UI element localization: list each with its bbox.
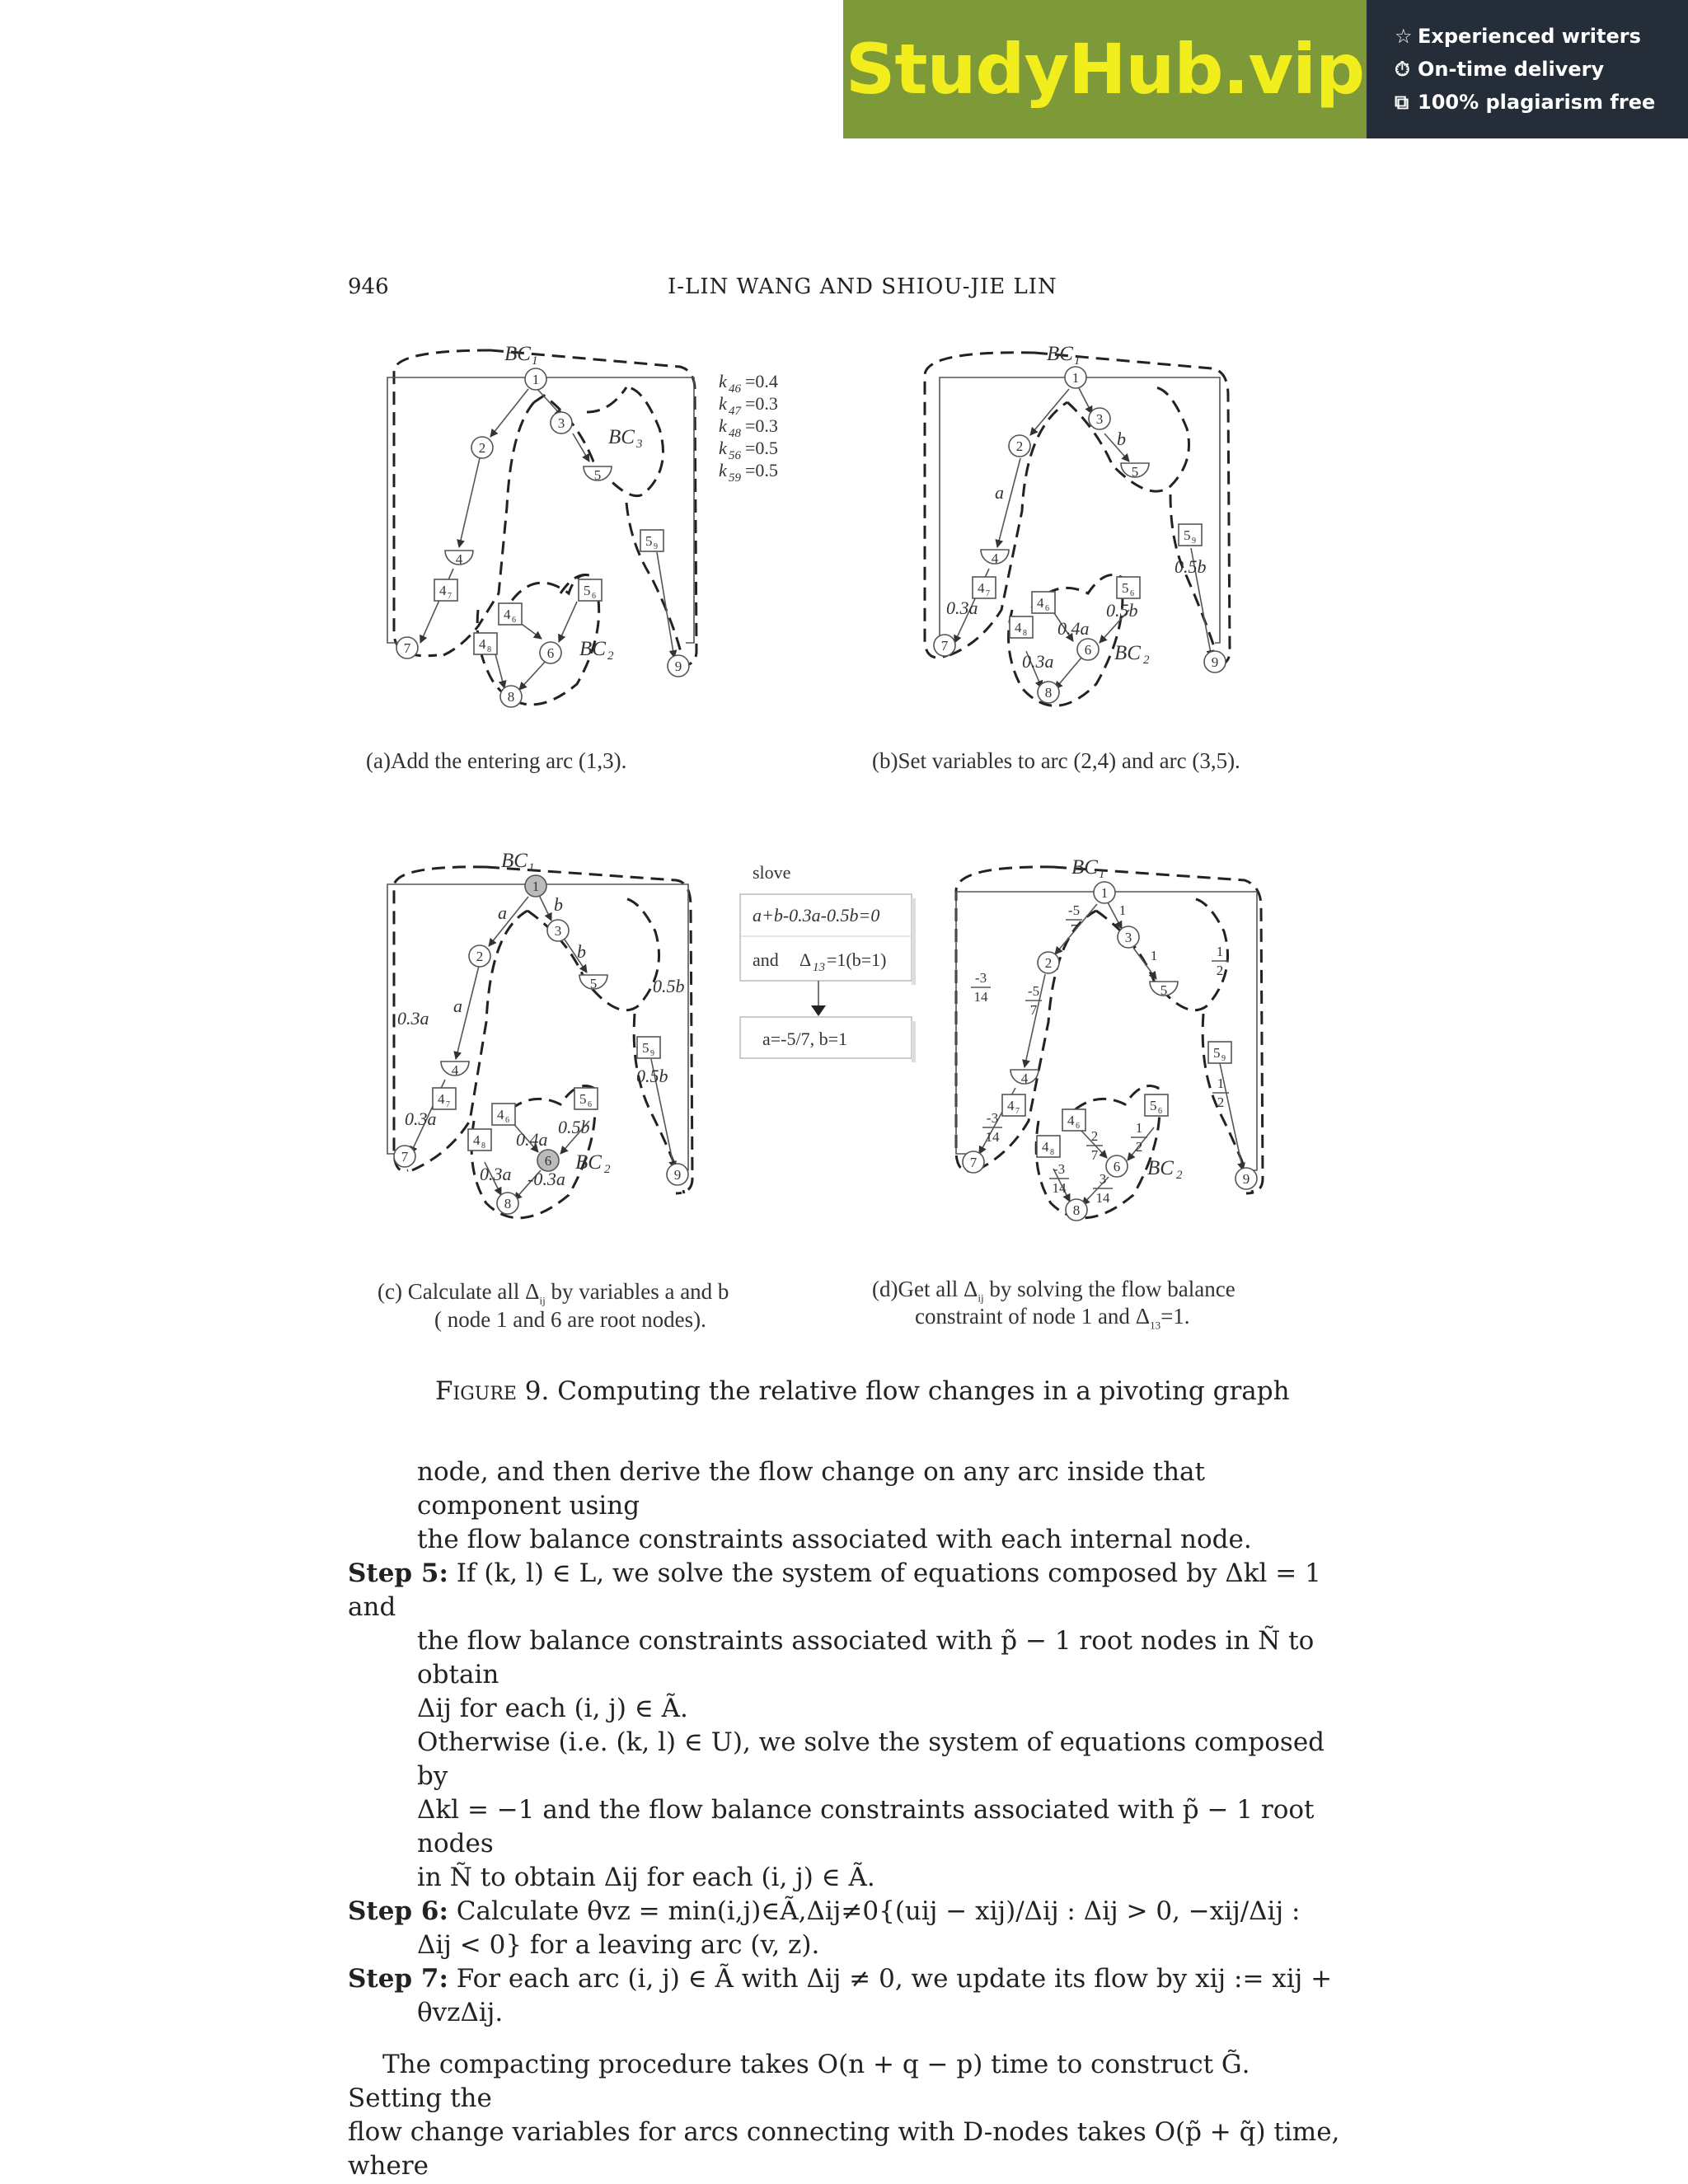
svg-text:9: 9 <box>1192 537 1196 546</box>
svg-text:0.5b: 0.5b <box>558 1117 590 1137</box>
svg-text:=0.3: =0.3 <box>745 415 778 436</box>
svg-text:4: 4 <box>1037 595 1044 611</box>
star-icon: ☆ <box>1395 25 1413 48</box>
svg-text:Δ: Δ <box>799 949 812 970</box>
svg-text:14: 14 <box>1095 1190 1110 1206</box>
node-7: 7 <box>403 640 411 656</box>
svg-text:5: 5 <box>584 583 591 598</box>
svg-text:9: 9 <box>1221 1054 1226 1063</box>
svg-text:8: 8 <box>481 1141 485 1151</box>
svg-text:48: 48 <box>729 427 741 440</box>
step-7: Step 7: For each arc (i, j) ∈ Ã with Δij ≠ 0, we update its flow by xij := xij + <box>348 1964 1333 1994</box>
panel-a <box>387 343 778 707</box>
bc1-label: BC <box>501 850 528 872</box>
svg-text:b: b <box>577 941 586 962</box>
svg-text:a: a <box>995 482 1004 503</box>
svg-text:8: 8 <box>1050 1148 1054 1157</box>
node-4: 4 <box>451 1062 459 1078</box>
svg-text:7: 7 <box>1070 921 1078 937</box>
node-8: 8 <box>504 1196 512 1212</box>
bc1-label: BC <box>1047 343 1073 365</box>
svg-text:=0.5: =0.5 <box>745 460 778 480</box>
svg-text:2: 2 <box>1143 654 1150 667</box>
svg-text:9: 9 <box>650 1049 654 1058</box>
bc1-label: BC <box>504 343 531 365</box>
studyhub-logo[interactable]: StudyHub.vip <box>845 29 1365 110</box>
svg-text:2: 2 <box>1090 1128 1099 1144</box>
caption-d-line1: (d)Get all $\Delta_{ij}$ by solving the flow balance <box>872 1277 1236 1305</box>
caption-c-line1: (c) Calculate all $\Delta_{ij}$ by variables a and b <box>377 1279 729 1307</box>
node-3: 3 <box>557 415 565 431</box>
node-1: 1 <box>1071 370 1080 386</box>
svg-text:6: 6 <box>588 1100 592 1109</box>
node-8: 8 <box>507 689 515 705</box>
node-2: 2 <box>1015 438 1024 454</box>
svg-text:3: 3 <box>1099 1171 1107 1187</box>
svg-text:59: 59 <box>729 471 741 485</box>
svg-text:4: 4 <box>1042 1139 1049 1155</box>
svg-text:47: 47 <box>729 405 741 418</box>
svg-text:6: 6 <box>1076 1122 1080 1131</box>
panel-d <box>956 856 1263 1221</box>
caption-b: (b)Set variables to arc (2,4) and arc (3,5). <box>872 748 1240 773</box>
k-values <box>719 371 778 485</box>
svg-text:0.4a: 0.4a <box>1057 618 1090 639</box>
svg-text:5: 5 <box>1184 527 1191 543</box>
svg-text:1: 1 <box>1150 948 1158 963</box>
svg-text:8: 8 <box>487 645 491 654</box>
solve-result: a=-5/7, b=1 <box>762 1029 848 1049</box>
node-1: 1 <box>532 372 540 387</box>
clock-icon: ⏱ <box>1395 58 1410 81</box>
svg-text:-3: -3 <box>986 1110 999 1126</box>
svg-text:0.5b: 0.5b <box>636 1066 668 1086</box>
text-line: node, and then derive the flow change on any arc inside that component using <box>417 1457 1205 1521</box>
svg-text:5: 5 <box>642 1040 649 1056</box>
svg-text:5: 5 <box>1150 1098 1157 1113</box>
svg-text:4: 4 <box>1067 1113 1075 1128</box>
solve-box <box>740 862 916 1062</box>
node-6: 6 <box>546 645 555 661</box>
svg-text:3: 3 <box>636 438 643 451</box>
running-head: I-LIN WANG AND SHIOU-JIE LIN <box>668 274 1057 299</box>
svg-text:7: 7 <box>986 589 990 598</box>
svg-text:7: 7 <box>1029 1002 1038 1018</box>
svg-text:14: 14 <box>985 1129 1000 1145</box>
svg-text:0.3a: 0.3a <box>480 1164 512 1184</box>
node-5: 5 <box>593 467 602 483</box>
svg-text:4: 4 <box>1007 1098 1015 1113</box>
node-5: 5 <box>1160 982 1168 998</box>
svg-text:0.4a: 0.4a <box>516 1129 548 1150</box>
node-5: 5 <box>589 976 598 991</box>
text-line: the flow balance constraints associated with each internal node. <box>417 1525 1252 1554</box>
svg-text:1: 1 <box>528 861 535 874</box>
svg-text:7: 7 <box>446 1100 450 1109</box>
node-7: 7 <box>401 1149 409 1165</box>
svg-text:5: 5 <box>1122 580 1129 596</box>
svg-text:0.3a: 0.3a <box>405 1108 437 1129</box>
svg-text:7: 7 <box>448 592 452 601</box>
feature-ontime: ⏱ On-time delivery <box>1395 58 1605 81</box>
node-7: 7 <box>940 638 949 654</box>
svg-text:4: 4 <box>439 583 447 598</box>
equation-2: =1(b=1) <box>827 949 887 970</box>
node-4: 4 <box>1020 1071 1029 1086</box>
svg-text:14: 14 <box>1052 1180 1067 1196</box>
node-4: 4 <box>455 551 463 567</box>
svg-text:1: 1 <box>1099 868 1105 881</box>
svg-text:9: 9 <box>654 542 658 551</box>
svg-text:4: 4 <box>473 1132 481 1148</box>
node-7: 7 <box>969 1155 978 1170</box>
svg-text:and: and <box>753 949 779 970</box>
svg-text:14: 14 <box>973 989 988 1005</box>
svg-text:6: 6 <box>1158 1107 1162 1116</box>
svg-text:6: 6 <box>1130 589 1134 598</box>
text-line: Δij < 0} for a leaving arc (v, z). <box>417 1930 820 1960</box>
node-8: 8 <box>1072 1202 1081 1218</box>
node-8: 8 <box>1044 685 1053 701</box>
svg-text:5: 5 <box>645 533 653 549</box>
paragraph-line: The compacting procedure takes O(n + q − p) time to construct G̃. Setting the <box>348 2050 1250 2113</box>
svg-text:1: 1 <box>1217 1076 1225 1091</box>
bc2-label: BC <box>1147 1157 1174 1179</box>
svg-text:0.3a: 0.3a <box>1022 651 1054 672</box>
svg-text:5: 5 <box>1213 1045 1221 1061</box>
svg-text:56: 56 <box>729 449 741 462</box>
bc1-label: BC <box>1071 856 1098 879</box>
svg-text:4: 4 <box>497 1107 504 1122</box>
svg-text:7: 7 <box>1015 1107 1020 1116</box>
text-line: Otherwise (i.e. (k, l) ∈ U), we solve the system of equations composed by <box>417 1727 1325 1791</box>
node-4: 4 <box>991 551 999 566</box>
text-line: in Ñ to obtain Δij for each (i, j) ∈ Ã. <box>417 1863 875 1892</box>
svg-text:2: 2 <box>604 1163 611 1176</box>
svg-text:k: k <box>719 438 727 458</box>
svg-text:4: 4 <box>1015 620 1022 635</box>
caption-d-line2: constraint of node 1 and $\Delta_{13}=1$. <box>915 1304 1190 1332</box>
svg-text:=0.4: =0.4 <box>745 371 778 391</box>
svg-text:4: 4 <box>978 580 985 596</box>
svg-text:-3: -3 <box>1053 1161 1066 1177</box>
node-5: 5 <box>1131 464 1139 480</box>
node-2: 2 <box>1044 955 1053 971</box>
svg-text:-3: -3 <box>974 970 987 986</box>
svg-text:-5: -5 <box>1067 902 1081 918</box>
panel-b <box>925 343 1230 705</box>
node-6: 6 <box>544 1153 552 1169</box>
svg-text:7: 7 <box>1090 1147 1099 1163</box>
svg-text:4: 4 <box>438 1091 445 1107</box>
svg-text:0.3a: 0.3a <box>946 598 978 618</box>
svg-text:0.5b: 0.5b <box>1106 600 1138 621</box>
node-3: 3 <box>554 923 562 939</box>
text-line: Δkl = −1 and the flow balance constraints associated with p̃ − 1 root nodes <box>417 1795 1315 1858</box>
node-6: 6 <box>1113 1159 1121 1174</box>
node-9: 9 <box>1211 654 1219 670</box>
svg-text:b: b <box>1117 429 1126 449</box>
figure-caption: Figure 9. Computing the relative flow changes in a pivoting graph <box>435 1376 1290 1406</box>
svg-text:1: 1 <box>1216 944 1224 959</box>
equation-1: a+b-0.3a-0.5b=0 <box>753 905 880 926</box>
svg-text:-5: -5 <box>1027 983 1040 999</box>
svg-text:2: 2 <box>1217 1094 1225 1110</box>
solve-title: slove <box>753 862 791 883</box>
svg-text:46: 46 <box>729 382 741 396</box>
fraction-labels <box>971 902 1229 1206</box>
bc3-label: BC <box>608 426 635 448</box>
node-2: 2 <box>478 440 486 456</box>
svg-text:6: 6 <box>512 616 516 625</box>
svg-text:13: 13 <box>813 961 825 974</box>
svg-text:4: 4 <box>504 607 511 622</box>
feature-experienced: ☆ Experienced writers <box>1395 25 1641 48</box>
svg-text:0.3a: 0.3a <box>397 1008 429 1029</box>
svg-text:k: k <box>719 415 727 436</box>
copy-icon: ⧉ <box>1395 91 1409 114</box>
bc2-label: BC <box>579 638 606 660</box>
paragraph-line: flow change variables for arcs connecting with D-nodes takes O(p̃ + q̃) time, where <box>348 2117 1340 2181</box>
node-2: 2 <box>476 949 484 964</box>
panel-c <box>387 850 692 1218</box>
page-number: 946 <box>348 274 389 299</box>
node-9: 9 <box>673 1167 682 1183</box>
body-text <box>348 1455 1342 2183</box>
svg-text:0.5b: 0.5b <box>653 976 685 996</box>
svg-text:1: 1 <box>1135 1120 1143 1136</box>
svg-text:8: 8 <box>1023 629 1027 638</box>
svg-text:k: k <box>719 393 727 414</box>
svg-text:6: 6 <box>1045 604 1049 613</box>
svg-text:=0.5: =0.5 <box>745 438 778 458</box>
svg-text:b: b <box>554 894 563 915</box>
svg-text:4: 4 <box>479 636 486 652</box>
svg-text:2: 2 <box>1176 1169 1183 1182</box>
svg-text:a: a <box>498 902 507 923</box>
svg-text:1: 1 <box>532 354 538 368</box>
bc2-label: BC <box>575 1151 602 1174</box>
svg-text:1: 1 <box>1118 902 1127 918</box>
svg-text:k: k <box>719 371 727 391</box>
bc2-label: BC <box>1114 642 1141 664</box>
svg-text:k: k <box>719 460 727 480</box>
step-6: Step 6: Calculate θvz = min(i,j)∈Ã,Δij≠0{(uij − xij)/Δij : Δij > 0, −xij/Δij : <box>348 1896 1301 1926</box>
svg-text:a: a <box>453 996 462 1016</box>
node-3: 3 <box>1095 411 1104 427</box>
node-1: 1 <box>532 879 540 894</box>
text-line: θvzΔij. <box>417 1998 504 2027</box>
svg-text:2: 2 <box>607 649 614 663</box>
caption-a: (a)Add the entering arc (1,3). <box>366 748 627 773</box>
step-5: Step 5: If (k, l) ∈ L, we solve the system of equations composed by Δkl = 1 and <box>348 1558 1321 1622</box>
svg-text:0.5b: 0.5b <box>1175 556 1207 577</box>
svg-text:-0.3a: -0.3a <box>528 1169 565 1189</box>
svg-text:5: 5 <box>579 1091 587 1107</box>
caption-c-line2: ( node 1 and 6 are root nodes). <box>434 1307 706 1332</box>
svg-text:1: 1 <box>1074 354 1081 368</box>
svg-text:=0.3: =0.3 <box>745 393 778 414</box>
node-9: 9 <box>1242 1171 1250 1187</box>
svg-text:6: 6 <box>592 592 596 601</box>
feature-plagiarism: ⧉ 100% plagiarism free <box>1395 91 1656 114</box>
text-line: Δij for each (i, j) ∈ Ã. <box>417 1694 688 1723</box>
svg-text:2: 2 <box>1216 963 1224 978</box>
svg-text:2: 2 <box>1135 1139 1143 1155</box>
svg-text:6: 6 <box>505 1116 509 1125</box>
node-3: 3 <box>1124 930 1132 945</box>
node-6: 6 <box>1084 642 1092 658</box>
text-line: the flow balance constraints associated with p̃ − 1 root nodes in Ñ to obtain <box>417 1626 1315 1690</box>
node-1: 1 <box>1100 885 1109 901</box>
node-9: 9 <box>674 658 682 674</box>
